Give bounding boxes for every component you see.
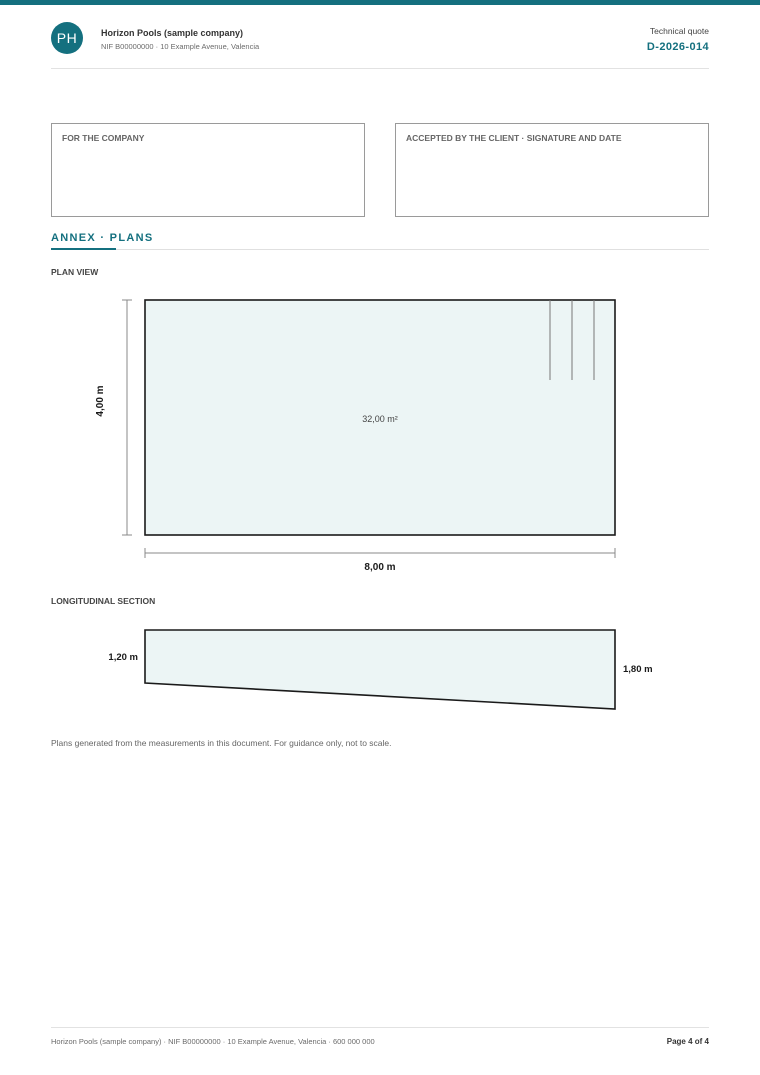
- plan-view-label: PLAN VIEW: [51, 267, 99, 277]
- longitudinal-section-label: LONGITUDINAL SECTION: [51, 596, 156, 606]
- document-number: D-2026-014: [646, 41, 709, 53]
- pool-section-profile: [145, 630, 615, 709]
- page-number: Page 4 of 4: [666, 1037, 709, 1046]
- deep-depth-label: 1,80 m: [623, 664, 653, 675]
- footer-company-line: Horizon Pools (sample company) · NIF B00000000 · 10 Example Avenue, Valencia · 600 000 000: [51, 1037, 375, 1046]
- client-signature-label: ACCEPTED BY THE CLIENT · SIGNATURE AND DATE: [406, 133, 622, 143]
- document-type: Technical quote: [649, 26, 709, 36]
- company-logo: PH: [51, 22, 83, 54]
- company-signature-label: FOR THE COMPANY: [62, 133, 145, 143]
- document-footer: [51, 1027, 709, 1050]
- company-info: NIF B00000000 · 10 Example Avenue, Valencia: [101, 42, 260, 51]
- company-name: Horizon Pools (sample company): [101, 28, 244, 38]
- pool-area-label: 32,00 m²: [362, 414, 398, 424]
- pool-length-label: 8,00 m: [364, 562, 396, 573]
- annex-title: ANNEX · PLANS: [51, 232, 154, 244]
- pool-width-label: 4,00 m: [95, 385, 106, 417]
- shallow-depth-label: 1,20 m: [108, 652, 138, 663]
- plans-note: Plans generated from the measurements in this document. For guidance only, not to scale.: [51, 738, 392, 748]
